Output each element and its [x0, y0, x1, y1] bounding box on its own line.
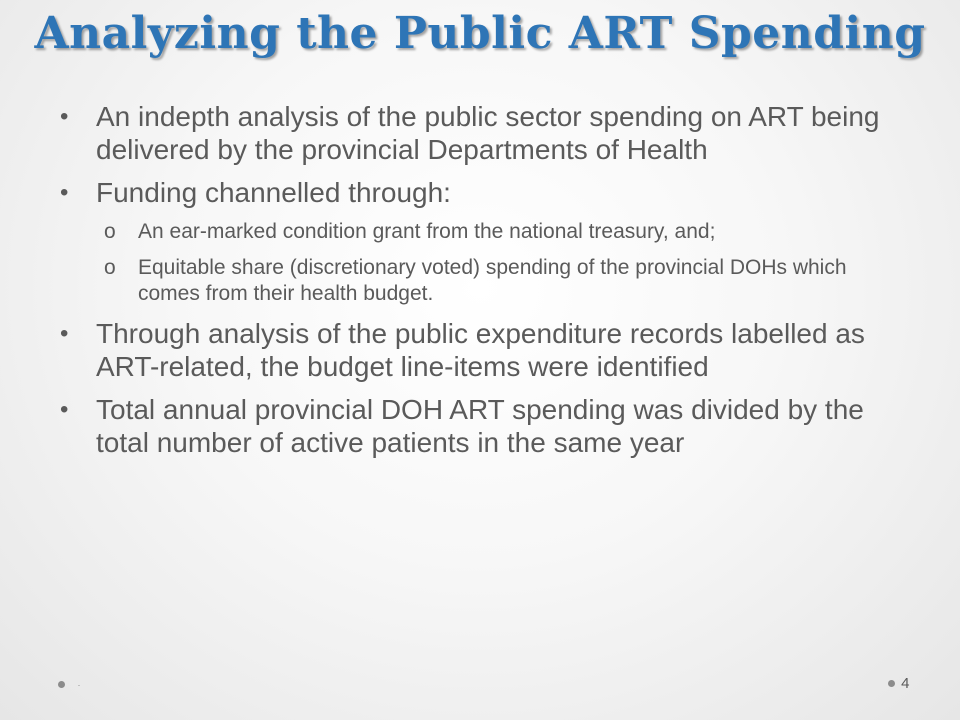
footer-dot-icon	[888, 680, 895, 687]
footer-page-number	[888, 674, 910, 694]
page-number: 4	[901, 674, 910, 692]
bullet-dot-icon: •	[60, 103, 69, 130]
footer-left-mark: ·	[77, 679, 81, 690]
sub-bullet-text: An ear-marked condition grant from the national treasury, and;	[138, 220, 716, 243]
bullet-text: Total annual provincial DOH ART spending was divided by the total number of active patients in the same year	[96, 394, 864, 458]
sub-bullet-text: Equitable share (discretionary voted) spending of the provincial DOHs which comes from their health budget.	[138, 256, 847, 305]
sub-bullet-item	[58, 219, 888, 245]
slide-title: Analyzing the Public ART Spending	[34, 8, 926, 59]
bullet-dot-icon: •	[60, 320, 69, 347]
bullet-dot-icon: •	[60, 396, 69, 423]
bullet-item	[58, 317, 888, 383]
sub-bullet-item	[58, 255, 888, 307]
bullet-text: Through analysis of the public expenditure records labelled as ART-related, the budget line-items were identified	[96, 318, 865, 382]
sub-bullet-circle-icon: o	[104, 256, 116, 279]
bullet-item	[58, 176, 888, 209]
bullet-item	[58, 100, 888, 166]
footer-dot-icon	[58, 681, 65, 688]
bullet-text: An indepth analysis of the public sector spending on ART being delivered by the provincial Departments of Health	[96, 101, 880, 165]
bullet-dot-icon: •	[60, 179, 69, 206]
footer-left	[58, 676, 88, 692]
bullet-text: Funding channelled through:	[96, 177, 451, 208]
bullet-item	[58, 393, 888, 459]
slide-content	[58, 100, 888, 469]
sub-bullet-circle-icon: o	[104, 220, 116, 243]
